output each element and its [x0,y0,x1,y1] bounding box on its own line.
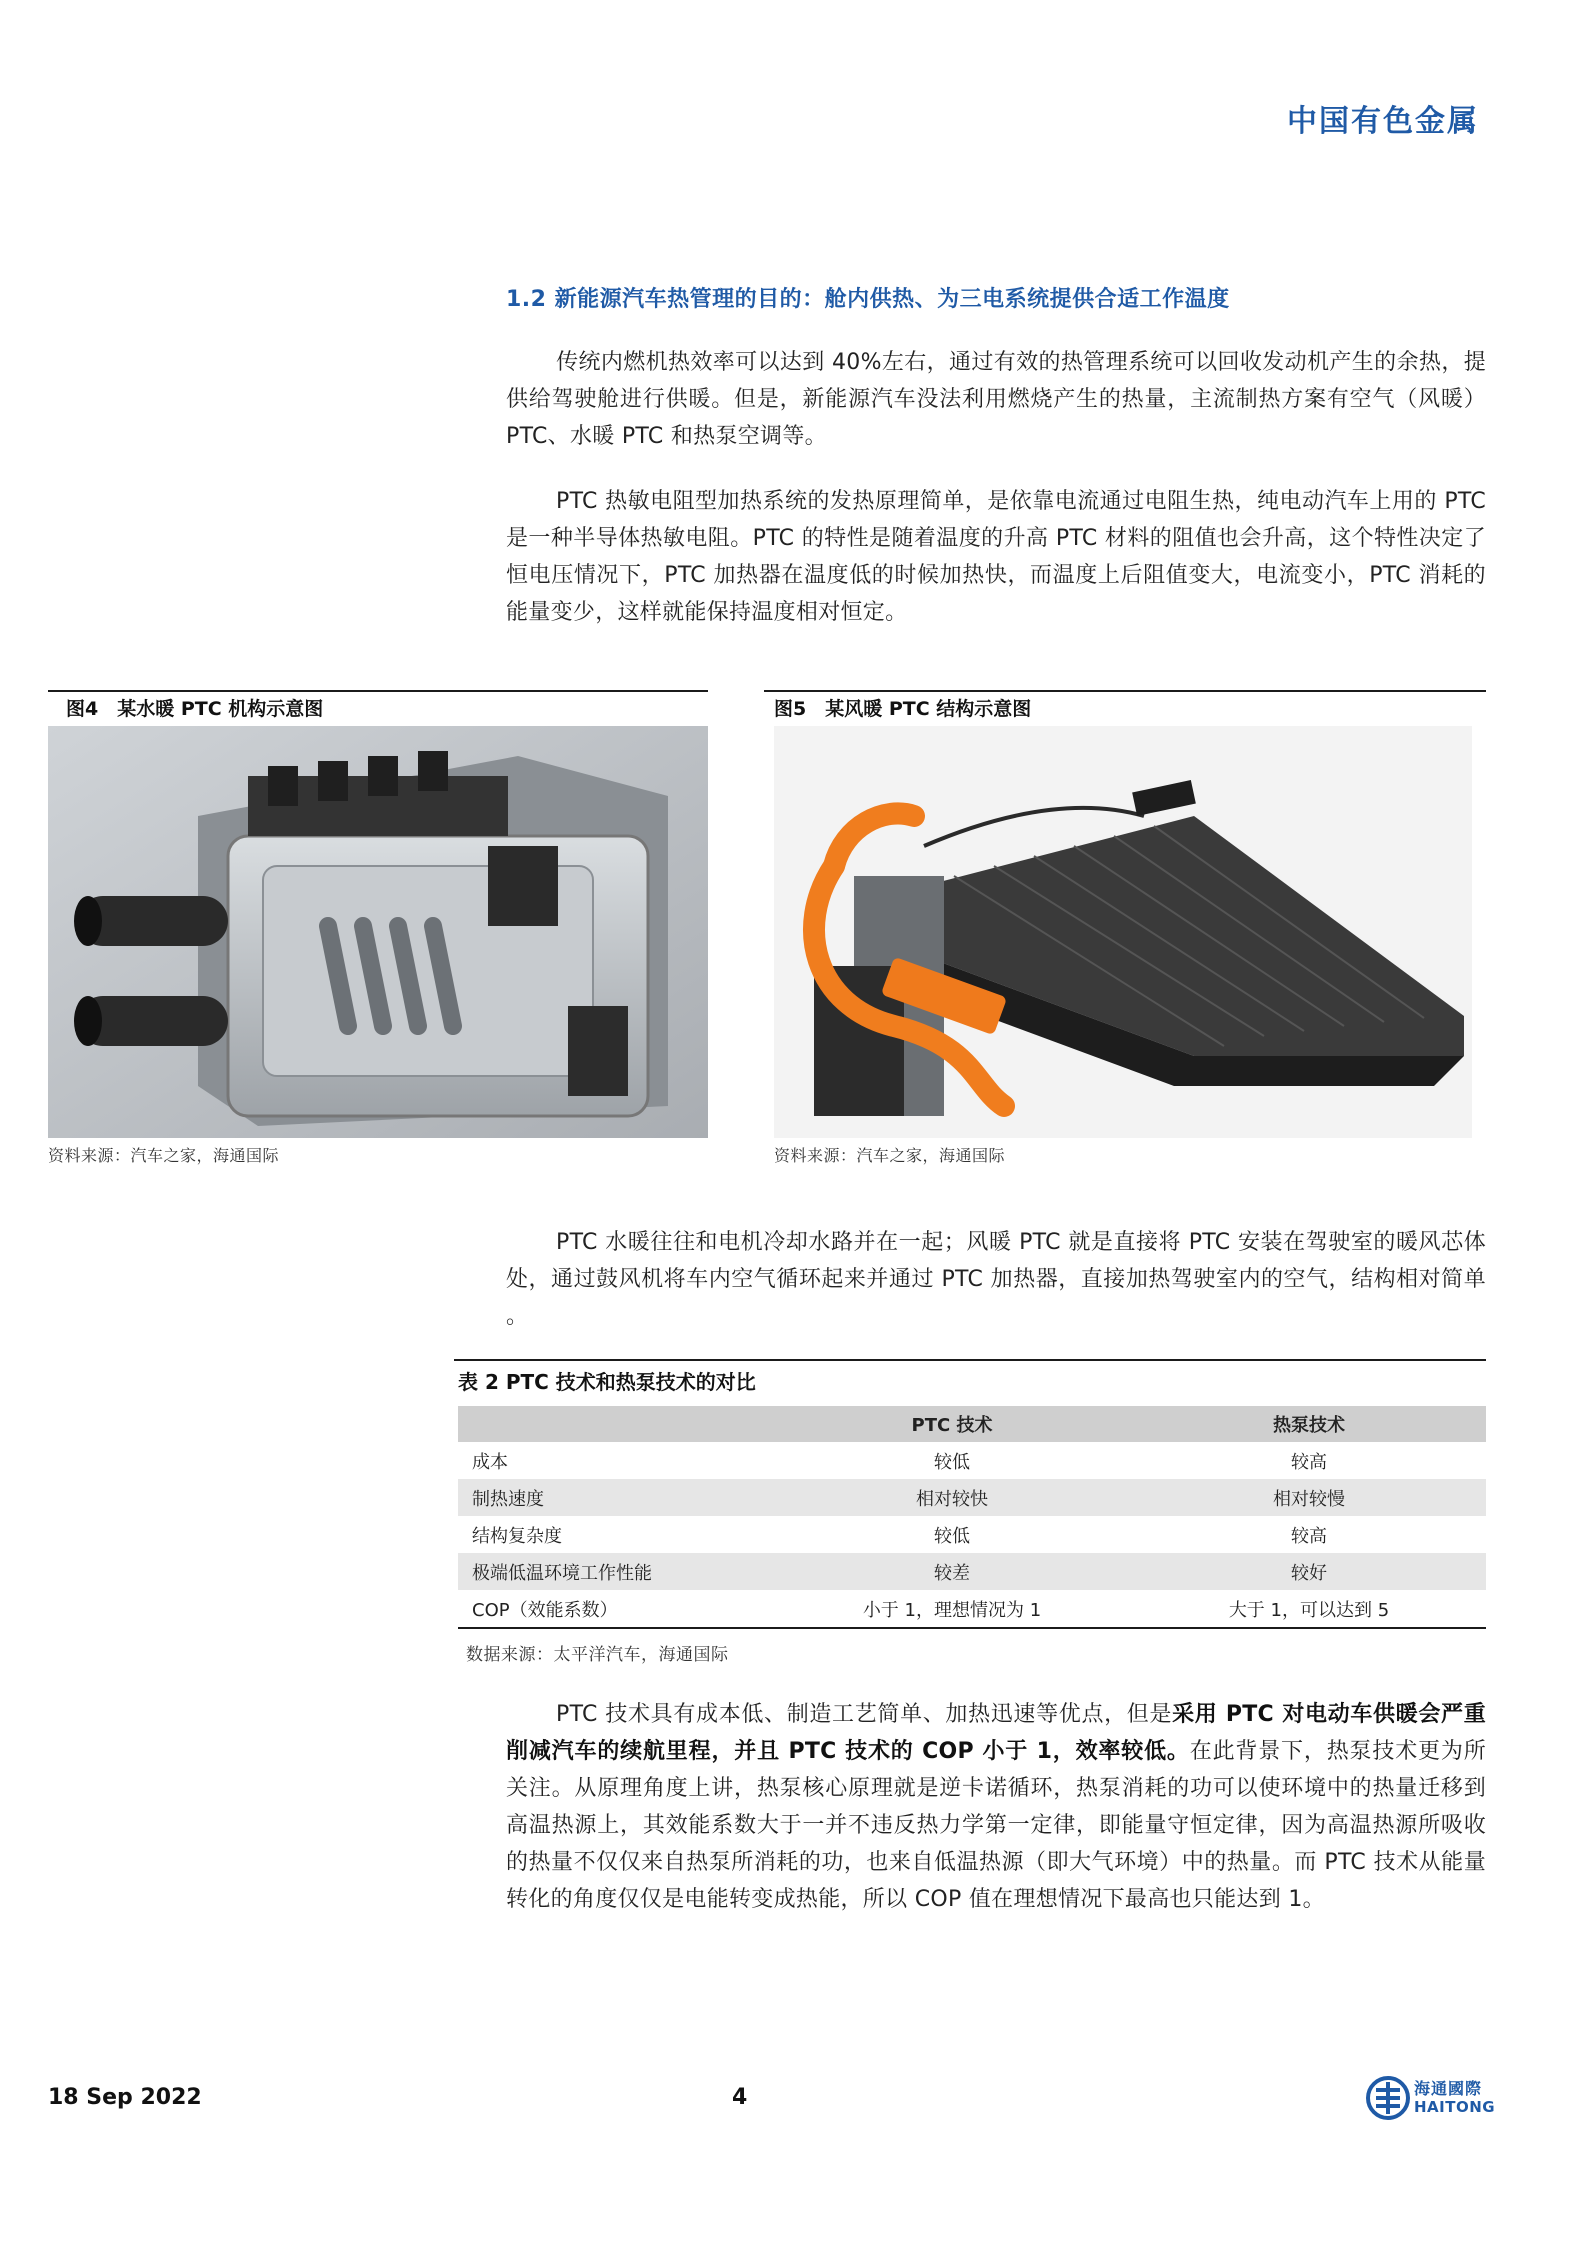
table-cell: 较高 [1291,1451,1327,1473]
page-number: 4 [732,2085,748,2110]
table-header-cell: PTC 技术 [772,1406,1132,1442]
paragraph-3-text: PTC 水暖往往和电机冷却水路并在一起；风暖 PTC 就是直接将 PTC 安装在驾驶室的暖风芯体处，通过鼓风机将车内空气循环起来并通过 PTC 加热器，直接加热驾驶室内的空气，结构相对简单 。 [506,1230,1486,1329]
paragraph-2 [506,483,1486,631]
figure-4-title: 图4 某水暖 PTC 机构示意图 [66,698,324,720]
table-cell: 较低 [934,1525,970,1547]
figure-5-source: 资料来源：汽车之家，海通国际 [774,1146,1006,1165]
table-top-rule [454,1359,1486,1361]
table-cell: 大于 1，可以达到 5 [1132,1590,1486,1628]
paragraph-1 [506,344,1486,455]
figure-5-image [774,726,1472,1138]
paragraph-2-text: PTC 热敏电阻型加热系统的发热原理简单，是依靠电流通过电阻生热，纯电动汽车上用的 PTC 是一种半导体热敏电阻。PTC 的特性是随着温度的升高 PTC 材料的阻值也会升高，这个特性决定了恒电压情况下，PTC 加热器在温度低的时候加热快，而温度上后阻值变大，电流变小，PTC 消耗的能量变少，这样就能保持温度相对恒定。 [506,489,1486,625]
logo-text-cn: 海通國際 [1414,2079,1483,2098]
paragraph-3 [506,1224,1486,1335]
figure-4-image [48,726,708,1138]
table-header-cell: 热泵技术 [1132,1406,1486,1442]
header-title: 中国有色金属 [1287,104,1479,139]
table-cell: 较差 [772,1553,1132,1590]
paragraph-4 [506,1696,1486,1918]
comparison-table [458,1406,1486,1629]
paragraph-4-text-a: PTC 技术具有成本低、制造工艺简单、加热迅速等优点，但是 [556,1702,1173,1727]
table-row [458,1442,1486,1479]
table-source: 数据来源：太平洋汽车，海通国际 [466,1645,729,1665]
table-cell: 小于 1，理想情况为 1 [772,1590,1132,1628]
table-cell: 较低 [934,1451,970,1473]
table-cell: 结构复杂度 [472,1525,562,1547]
paragraph-4-text-b: 在此背景下，热泵技术更为所关注。从原理角度上讲，热泵核心原理就是逆卡诺循环，热泵消耗的功可以使环境中的热量迁移到高温热源上，其效能系数大于一并不违反热力学第一定律，即能量守恒定律，因为高温热源所吸收的热量不仅仅来自热泵所消耗的功，也来自低温热源（即大气环境）中的热量。而 PTC 技术从能量转化的角度仅仅是电能转变成热能，所以 COP 值在理想情况下最高也只能达到 1。 [506,1739,1486,1912]
table-cell: 较好 [1132,1553,1486,1590]
figure-5-rule [764,690,1486,692]
haitong-logo-icon [1366,2074,1414,2122]
logo-text-en: HAITONG [1414,2098,1496,2116]
table-cell: 极端低温环境工作性能 [458,1553,772,1590]
figure-5-title: 图5 某风暖 PTC 结构示意图 [774,698,1032,720]
table-title: 表 2 PTC 技术和热泵技术的对比 [458,1370,756,1394]
table-cell: 较高 [1291,1525,1327,1547]
table-cell: 制热速度 [458,1479,772,1516]
table-cell: COP（效能系数） [458,1590,772,1628]
figure-4-rule [48,690,708,692]
table-cell: 成本 [472,1451,508,1473]
footer-date: 18 Sep 2022 [48,2085,202,2110]
table-header-cell [458,1406,772,1442]
table-row [458,1553,1486,1590]
table-row [458,1516,1486,1553]
table-cell: 相对较慢 [1132,1479,1486,1516]
figure-4-source: 资料来源：汽车之家，海通国际 [48,1146,280,1165]
section-heading: 1.2 新能源汽车热管理的目的：舱内供热、为三电系统提供合适工作温度 [506,287,1230,312]
table-row [458,1479,1486,1516]
paragraph-4-bold: 采用 PTC 对电动车供暖会严重削减汽车的续航里程，并且 PTC 技术的 COP 小于 1，效率较低。 [506,1702,1486,1764]
paragraph-1-text: 传统内燃机热效率可以达到 40%左右，通过有效的热管理系统可以回收发动机产生的余热，提供给驾驶舱进行供暖。但是，新能源汽车没法利用燃烧产生的热量，主流制热方案有空气（风暖） PTC、水暖 PTC 和热泵空调等。 [506,350,1486,449]
table-cell: 相对较快 [772,1479,1132,1516]
table-row [458,1590,1486,1628]
table-header-row [458,1406,1486,1442]
